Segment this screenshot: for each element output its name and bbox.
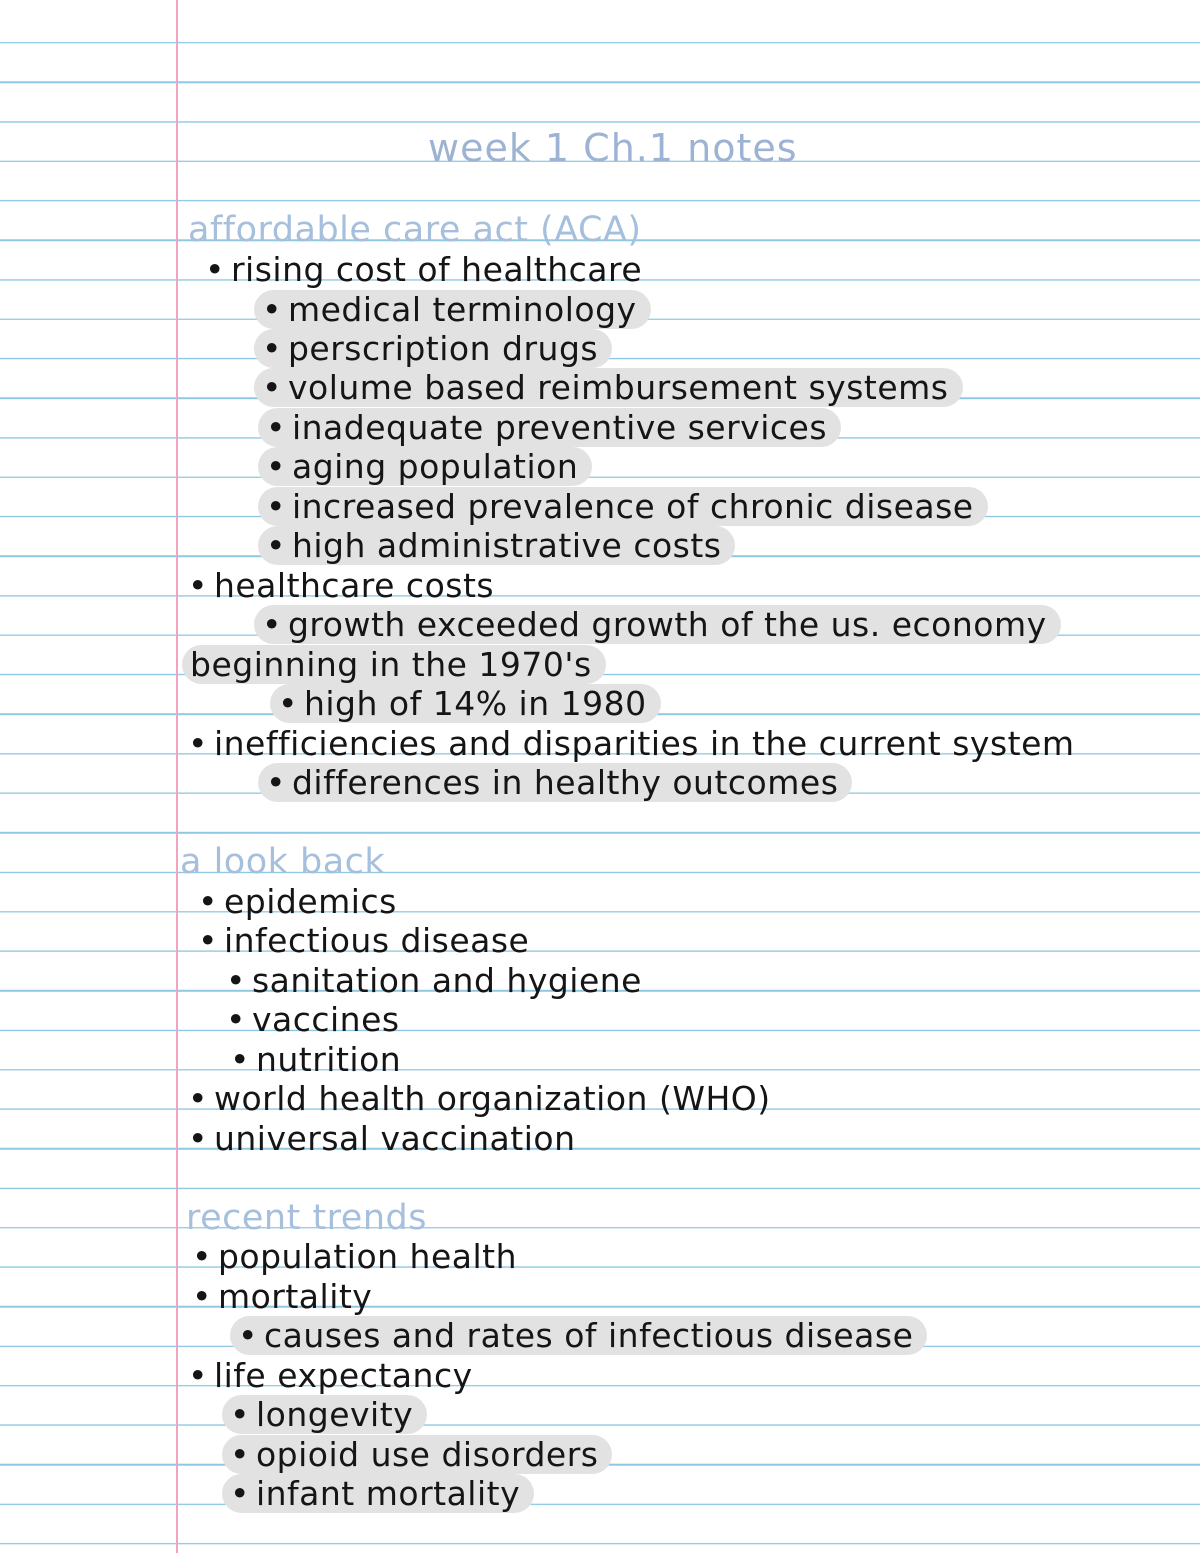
list-item: • causes and rates of infectious disease bbox=[238, 1316, 927, 1356]
bullet-icon: • bbox=[205, 250, 225, 289]
list-item: • world health organization (WHO) bbox=[188, 1079, 771, 1118]
section-heading-recent-trends: recent trends bbox=[186, 1198, 427, 1238]
bullet-icon: • bbox=[262, 290, 282, 329]
list-item: • sanitation and hygiene bbox=[226, 961, 642, 1000]
list-item: • longevity bbox=[230, 1395, 427, 1435]
list-item: • infant mortality bbox=[230, 1474, 534, 1514]
bullet-icon: • bbox=[188, 1079, 208, 1118]
bullet-icon: • bbox=[278, 684, 298, 723]
list-item: • aging population bbox=[266, 447, 592, 487]
bullet-icon: • bbox=[188, 1119, 208, 1158]
list-item: • inefficiencies and disparities in the current system bbox=[188, 724, 1075, 763]
bullet-icon: • bbox=[230, 1435, 250, 1474]
list-item-continuation: beginning in the 1970's bbox=[190, 645, 606, 685]
list-item: • population health bbox=[192, 1237, 518, 1276]
margin-line bbox=[176, 0, 178, 1553]
list-item: • healthcare costs bbox=[188, 566, 495, 605]
bullet-icon: • bbox=[262, 329, 282, 368]
bullet-icon: • bbox=[266, 408, 286, 447]
list-item: • growth exceeded growth of the us. economy bbox=[262, 605, 1061, 645]
list-item: • increased prevalence of chronic disease bbox=[266, 487, 988, 527]
list-item: • nutrition bbox=[230, 1040, 402, 1079]
list-item: • perscription drugs bbox=[262, 329, 612, 369]
bullet-icon: • bbox=[188, 566, 208, 605]
list-item: • high of 14% in 1980 bbox=[278, 684, 661, 724]
list-item: • rising cost of healthcare bbox=[205, 250, 643, 289]
bullet-icon: • bbox=[226, 1000, 246, 1039]
section-heading-aca: affordable care act (ACA) bbox=[188, 210, 642, 250]
bullet-icon: • bbox=[262, 368, 282, 407]
bullet-icon: • bbox=[238, 1316, 258, 1355]
bullet-icon: • bbox=[226, 961, 246, 1000]
bullet-icon: • bbox=[192, 1237, 212, 1276]
section-heading-look-back: a look back bbox=[180, 842, 386, 882]
list-item: • medical terminology bbox=[262, 290, 651, 330]
bullet-icon: • bbox=[198, 882, 218, 921]
bullet-icon: • bbox=[198, 921, 218, 960]
bullet-icon: • bbox=[266, 526, 286, 565]
bullet-icon: • bbox=[262, 605, 282, 644]
list-item: • vaccines bbox=[226, 1000, 400, 1039]
page-title: week 1 Ch.1 notes bbox=[428, 126, 798, 170]
list-item: • opioid use disorders bbox=[230, 1435, 612, 1475]
bullet-icon: • bbox=[188, 1356, 208, 1395]
bullet-icon: • bbox=[192, 1277, 212, 1316]
bullet-icon: • bbox=[266, 763, 286, 802]
list-item: • high administrative costs bbox=[266, 526, 735, 566]
list-item: • epidemics bbox=[198, 882, 397, 921]
list-item: • life expectancy bbox=[188, 1356, 473, 1395]
list-item: • universal vaccination bbox=[188, 1119, 576, 1158]
list-item: • inadequate preventive services bbox=[266, 408, 841, 448]
bullet-icon: • bbox=[266, 447, 286, 486]
bullet-icon: • bbox=[188, 724, 208, 763]
list-item: • volume based reimbursement systems bbox=[262, 368, 963, 408]
bullet-icon: • bbox=[230, 1040, 250, 1079]
list-item: • differences in healthy outcomes bbox=[266, 763, 852, 803]
bullet-icon: • bbox=[230, 1474, 250, 1513]
bullet-icon: • bbox=[230, 1395, 250, 1434]
list-item: • mortality bbox=[192, 1277, 373, 1316]
bullet-icon: • bbox=[266, 487, 286, 526]
list-item: • infectious disease bbox=[198, 921, 530, 960]
